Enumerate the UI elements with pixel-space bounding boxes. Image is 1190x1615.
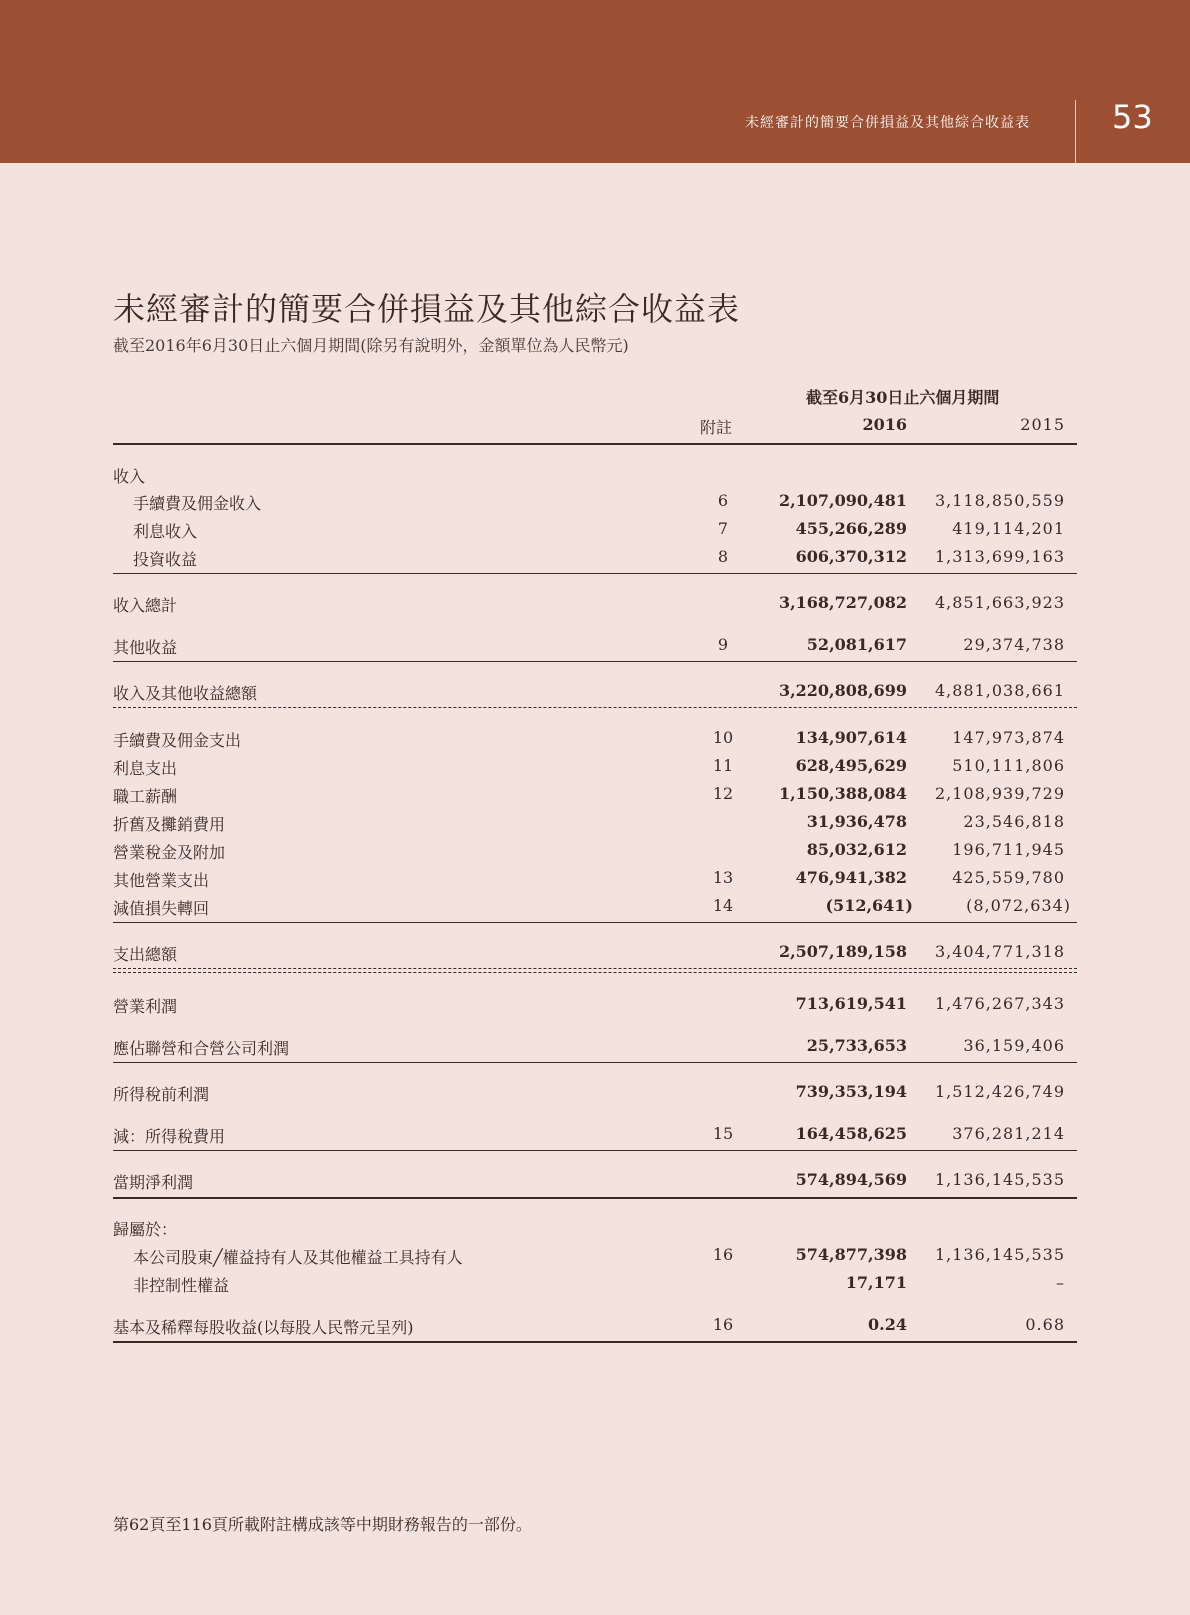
footnote: 第62頁至116頁所載附註構成該等中期財務報告的一部份。 [113, 1515, 532, 1534]
row-note: 13 [712, 868, 734, 887]
row-value-2016: 3,220,808,699 [778, 681, 907, 700]
row-value-2015: 1,313,699,163 [934, 547, 1065, 566]
table-row [113, 1036, 1077, 1064]
row-note: 16 [712, 1315, 734, 1334]
row-label: 手續費及佣金收入 [133, 494, 262, 513]
row-value-2015: 2,108,939,729 [934, 784, 1065, 803]
row-label: 當期淨利潤 [113, 1173, 194, 1192]
row-value-2016: 476,941,382 [795, 868, 907, 887]
row-label: 收入 [113, 467, 146, 486]
row-value-2015: 36,159,406 [963, 1036, 1065, 1055]
row-rule [113, 573, 1077, 574]
table-row [113, 868, 1077, 896]
table-row [113, 491, 1077, 519]
row-label: 收入總計 [113, 596, 178, 615]
table-row [113, 593, 1077, 621]
year-2016-header: 2016 [862, 415, 907, 434]
row-label: 收入及其他收益總額 [113, 684, 258, 703]
table-row [113, 681, 1077, 709]
table-row [113, 784, 1077, 812]
row-value-2015: 1,136,145,535 [934, 1170, 1065, 1189]
row-label: 折舊及攤銷費用 [113, 815, 226, 834]
row-value-2016: 52,081,617 [806, 635, 907, 654]
row-value-2015: (8,072,634) [966, 896, 1071, 915]
row-note: 10 [712, 728, 734, 747]
table-row [113, 464, 1077, 492]
row-value-2016: 455,266,289 [795, 519, 907, 538]
row-label: 職工薪酬 [113, 787, 178, 806]
row-value-2015: 3,118,850,559 [934, 491, 1065, 510]
page-number: 53 [1112, 98, 1153, 136]
row-note: 8 [717, 547, 729, 566]
row-value-2016: 574,894,569 [795, 1170, 907, 1189]
table-row [113, 1082, 1077, 1110]
row-label: 本公司股東╱權益持有人及其他權益工具持有人 [133, 1248, 463, 1267]
row-value-2015: 4,881,038,661 [934, 681, 1065, 700]
row-label: 手續費及佣金支出 [113, 731, 242, 750]
row-rule [113, 922, 1077, 923]
row-label: 非控制性權益 [133, 1276, 230, 1295]
row-value-2016: 85,032,612 [806, 840, 907, 859]
note-column-header: 附註 [700, 418, 733, 437]
table-row [113, 756, 1077, 784]
row-value-2016: 25,733,653 [806, 1036, 907, 1055]
row-value-2016: 31,936,478 [806, 812, 907, 831]
table-row [113, 896, 1077, 924]
row-rule [113, 1341, 1077, 1343]
row-label: 歸屬於： [113, 1220, 178, 1239]
row-label: 所得稅前利潤 [113, 1085, 210, 1104]
row-value-2015: 3,404,771,318 [934, 942, 1065, 961]
table-row [113, 519, 1077, 547]
page-subtitle: 截至2016年6月30日止六個月期間(除另有說明外，金額單位為人民幣元) [113, 336, 629, 355]
row-rule [113, 1150, 1077, 1151]
row-label: 營業稅金及附加 [113, 843, 226, 862]
row-label: 減：所得稅費用 [113, 1127, 226, 1146]
row-value-2015: 510,111,806 [952, 756, 1065, 775]
row-value-2016: 0.24 [868, 1315, 907, 1334]
row-note: 16 [712, 1245, 734, 1264]
row-value-2016: 2,107,090,481 [778, 491, 907, 510]
page-title: 未經審計的簡要合併損益及其他綜合收益表 [113, 290, 741, 328]
row-value-2015: 419,114,201 [952, 519, 1065, 538]
row-value-2016: 1,150,388,084 [778, 784, 907, 803]
header-divider [1075, 100, 1076, 163]
row-note: 14 [712, 896, 734, 915]
row-label: 其他營業支出 [113, 871, 210, 890]
row-value-2016: 3,168,727,082 [778, 593, 907, 612]
row-note: 11 [712, 756, 734, 775]
row-rule [113, 1062, 1077, 1063]
table-row [113, 942, 1077, 970]
table-row [113, 840, 1077, 868]
row-value-2015: 23,546,818 [963, 812, 1065, 831]
table-row [113, 728, 1077, 756]
row-value-2016: 713,619,541 [795, 994, 907, 1013]
row-rule-dashed [113, 707, 1077, 708]
row-value-2015: 29,374,738 [963, 635, 1065, 654]
table-row [113, 547, 1077, 575]
row-value-2015: 1,136,145,535 [934, 1245, 1065, 1264]
row-label: 投資收益 [133, 550, 198, 569]
header-title: 未經審計的簡要合併損益及其他綜合收益表 [745, 115, 1030, 131]
table-row [113, 1217, 1077, 1245]
table-row [113, 1170, 1077, 1198]
row-note: 12 [712, 784, 734, 803]
row-value-2016: 164,458,625 [795, 1124, 907, 1143]
table-row [113, 812, 1077, 840]
row-value-2016: (512,641) [825, 896, 913, 915]
row-value-2015: 425,559,780 [952, 868, 1065, 887]
row-value-2016: 628,495,629 [795, 756, 907, 775]
row-value-2015: 1,476,267,343 [934, 994, 1065, 1013]
row-label: 利息收入 [133, 522, 198, 541]
row-label: 減值損失轉回 [113, 899, 210, 918]
row-label: 應佔聯營和合營公司利潤 [113, 1039, 290, 1058]
row-value-2015: 4,851,663,923 [934, 593, 1065, 612]
row-label: 利息支出 [113, 759, 178, 778]
row-rule [113, 661, 1077, 662]
row-note: 6 [717, 491, 729, 510]
header-rule [113, 443, 1077, 445]
row-value-2015: 0.68 [1025, 1315, 1065, 1334]
row-value-2015: 1,512,426,749 [934, 1082, 1065, 1101]
row-value-2016: 739,353,194 [795, 1082, 907, 1101]
page-header-band [0, 0, 1190, 163]
row-note: 15 [712, 1124, 734, 1143]
row-value-2016: 606,370,312 [795, 547, 907, 566]
row-value-2016: 17,171 [845, 1273, 907, 1292]
period-header: 截至6月30日止六個月期間 [806, 388, 1000, 407]
table-row [113, 994, 1077, 1022]
row-value-2016: 574,877,398 [795, 1245, 907, 1264]
row-rule [113, 1197, 1077, 1199]
row-label: 基本及稀釋每股收益(以每股人民幣元呈列) [113, 1318, 414, 1337]
row-label: 其他收益 [113, 638, 178, 657]
row-note: 9 [717, 635, 729, 654]
row-value-2016: 2,507,189,158 [778, 942, 907, 961]
row-value-2015: 147,973,874 [952, 728, 1065, 747]
year-2015-header: 2015 [1020, 415, 1065, 434]
row-value-2015: 376,281,214 [952, 1124, 1065, 1143]
table-row [113, 1273, 1077, 1301]
table-row [113, 1124, 1077, 1152]
row-label: 營業利潤 [113, 997, 178, 1016]
row-rule-dashed [113, 972, 1077, 973]
table-row [113, 1315, 1077, 1343]
row-rule-dashed [113, 968, 1077, 969]
row-note: 7 [717, 519, 729, 538]
table-row [113, 1245, 1077, 1273]
row-value-2016: 134,907,614 [795, 728, 907, 747]
row-label: 支出總額 [113, 945, 178, 964]
table-row [113, 635, 1077, 663]
row-value-2015: 196,711,945 [952, 840, 1065, 859]
row-value-2015: – [1056, 1273, 1065, 1292]
